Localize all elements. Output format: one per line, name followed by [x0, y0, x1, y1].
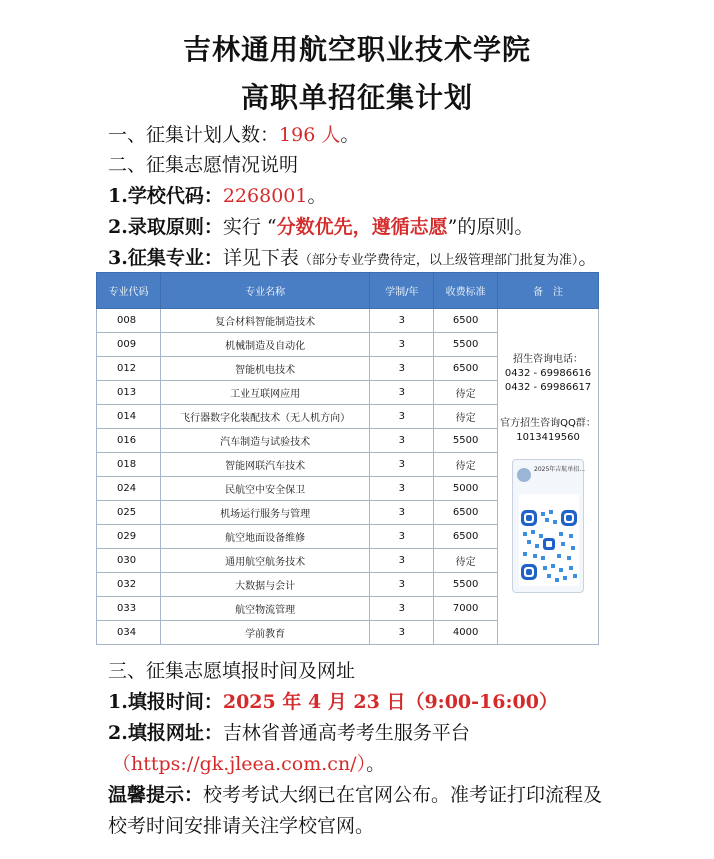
cell-years: 3 — [370, 549, 434, 573]
section2-heading: 二、征集志愿情况说明 — [108, 154, 299, 176]
header-code: 专业代码 — [97, 273, 161, 309]
cell-fee: 4000 — [434, 621, 498, 645]
apply-site-label: 2.填报网址： — [108, 722, 223, 744]
header-note: 备 注 — [498, 273, 599, 309]
cell-fee: 7000 — [434, 597, 498, 621]
cell-fee: 6500 — [434, 357, 498, 381]
phone-number-1: 0432 - 69986616 — [504, 368, 592, 379]
cell-name: 飞行器数字化装配技术（无人机方向） — [160, 405, 369, 429]
majors-label: 3.征集专业： — [108, 247, 223, 269]
header-name: 专业名称 — [160, 273, 369, 309]
cell-code: 024 — [97, 477, 161, 501]
cell-code: 025 — [97, 501, 161, 525]
cell-fee: 5500 — [434, 333, 498, 357]
apply-site-text: 吉林省普通高考考生服务平台 — [222, 722, 470, 744]
cell-years: 3 — [370, 381, 434, 405]
apply-site-line — [108, 718, 470, 745]
cell-code: 013 — [97, 381, 161, 405]
cell-years: 3 — [370, 357, 434, 381]
cell-years: 3 — [370, 501, 434, 525]
cell-years: 3 — [370, 525, 434, 549]
cell-years: 3 — [370, 333, 434, 357]
cell-code: 014 — [97, 405, 161, 429]
cell-name: 通用航空航务技术 — [160, 549, 369, 573]
cell-years: 3 — [370, 429, 434, 453]
cell-years: 3 — [370, 453, 434, 477]
cell-fee: 待定 — [434, 381, 498, 405]
majors-line — [108, 243, 597, 270]
page-subtitle: 高职单招征集计划 — [240, 81, 473, 114]
section1-line — [108, 120, 359, 147]
qr-code-image — [519, 494, 579, 586]
cell-name: 复合材料智能制造技术 — [160, 309, 369, 333]
page-title: 吉林通用航空职业技术学院 — [182, 33, 531, 66]
cell-name: 机场运行服务与管理 — [160, 501, 369, 525]
cell-years: 3 — [370, 405, 434, 429]
majors-end: 。 — [578, 247, 598, 269]
cell-name: 汽车制造与试验技术 — [160, 429, 369, 453]
cell-name: 大数据与会计 — [160, 573, 369, 597]
majors-small-note: （部分专业学费待定，以上级管理部门批复为准） — [298, 253, 579, 268]
school-code-value: 2268001 — [222, 185, 308, 207]
majors-table — [96, 272, 599, 645]
majors-text: 详见下表 — [222, 247, 299, 269]
qr-card-header — [517, 466, 586, 486]
cell-code: 033 — [97, 597, 161, 621]
apply-url-line — [112, 749, 385, 776]
section1-label: 一、征集计划人数： — [108, 124, 280, 146]
cell-code: 032 — [97, 573, 161, 597]
school-code-end: 。 — [307, 185, 327, 207]
cell-name: 智能机电技术 — [160, 357, 369, 381]
cell-code: 018 — [97, 453, 161, 477]
cell-fee: 待定 — [434, 405, 498, 429]
cell-years: 3 — [370, 309, 434, 333]
note-cell — [498, 309, 599, 645]
school-code-label: 1.学校代码： — [108, 185, 223, 207]
tip-line1 — [108, 780, 602, 807]
qr-code-card[interactable] — [512, 459, 584, 593]
table-row — [97, 309, 599, 333]
group-avatar — [517, 468, 531, 482]
cell-years: 3 — [370, 573, 434, 597]
cell-fee: 6500 — [434, 501, 498, 525]
cell-code: 016 — [97, 429, 161, 453]
tip-line2: 校考时间安排请关注学校官网。 — [108, 815, 375, 837]
cell-name: 航空地面设备维修 — [160, 525, 369, 549]
section3-heading: 三、征集志愿填报时间及网址 — [108, 660, 356, 682]
section1-value: 196 人 — [279, 124, 341, 146]
cell-years: 3 — [370, 621, 434, 645]
cell-name: 机械制造及自动化 — [160, 333, 369, 357]
phone-label: 招生咨询电话： — [513, 354, 584, 365]
apply-time-value: 2025 年 4 月 23 日（9:00-16:00） — [222, 691, 558, 713]
admission-principle-label: 2.录取原则： — [108, 216, 223, 238]
cell-code: 030 — [97, 549, 161, 573]
cell-name: 工业互联网应用 — [160, 381, 369, 405]
cell-code: 012 — [97, 357, 161, 381]
qq-label: 官方招生咨询QQ群： — [500, 418, 596, 429]
cell-fee: 5500 — [434, 573, 498, 597]
cell-name: 智能网联汽车技术 — [160, 453, 369, 477]
apply-url[interactable]: （https://gk.jleea.com.cn/） — [112, 753, 367, 775]
table-header-row — [97, 273, 599, 309]
admission-principle-value: 分数优先，遵循志愿 — [276, 216, 448, 238]
header-years: 学制/年 — [370, 273, 434, 309]
cell-code: 034 — [97, 621, 161, 645]
tip-text1: 校考考试大纲已在官网公布。准考证打印流程及 — [203, 784, 603, 806]
header-fee: 收费标准 — [434, 273, 498, 309]
qr-group-name: 2025年吉航单招... — [534, 466, 586, 473]
cell-fee: 6500 — [434, 525, 498, 549]
admission-principle-line — [108, 212, 533, 239]
cell-fee: 5500 — [434, 429, 498, 453]
cell-years: 3 — [370, 597, 434, 621]
cell-fee: 待定 — [434, 549, 498, 573]
apply-time-line — [108, 687, 558, 714]
cell-years: 3 — [370, 477, 434, 501]
cell-fee: 待定 — [434, 453, 498, 477]
cell-name: 学前教育 — [160, 621, 369, 645]
cell-fee: 6500 — [434, 309, 498, 333]
admission-principle-post: ”的原则。 — [447, 216, 534, 238]
school-code-line — [108, 181, 326, 208]
cell-name: 民航空中安全保卫 — [160, 477, 369, 501]
qq-number: 1013419560 — [516, 432, 580, 443]
admission-principle-pre: 实行 “ — [222, 216, 277, 238]
phone-number-2: 0432 - 69986617 — [504, 382, 592, 393]
apply-url-end: 。 — [366, 753, 386, 775]
cell-code: 008 — [97, 309, 161, 333]
tip-label: 温馨提示： — [108, 784, 204, 806]
cell-code: 009 — [97, 333, 161, 357]
cell-fee: 5000 — [434, 477, 498, 501]
apply-time-label: 1.填报时间： — [108, 691, 223, 713]
section1-end: 。 — [340, 124, 360, 146]
cell-code: 029 — [97, 525, 161, 549]
cell-name: 航空物流管理 — [160, 597, 369, 621]
